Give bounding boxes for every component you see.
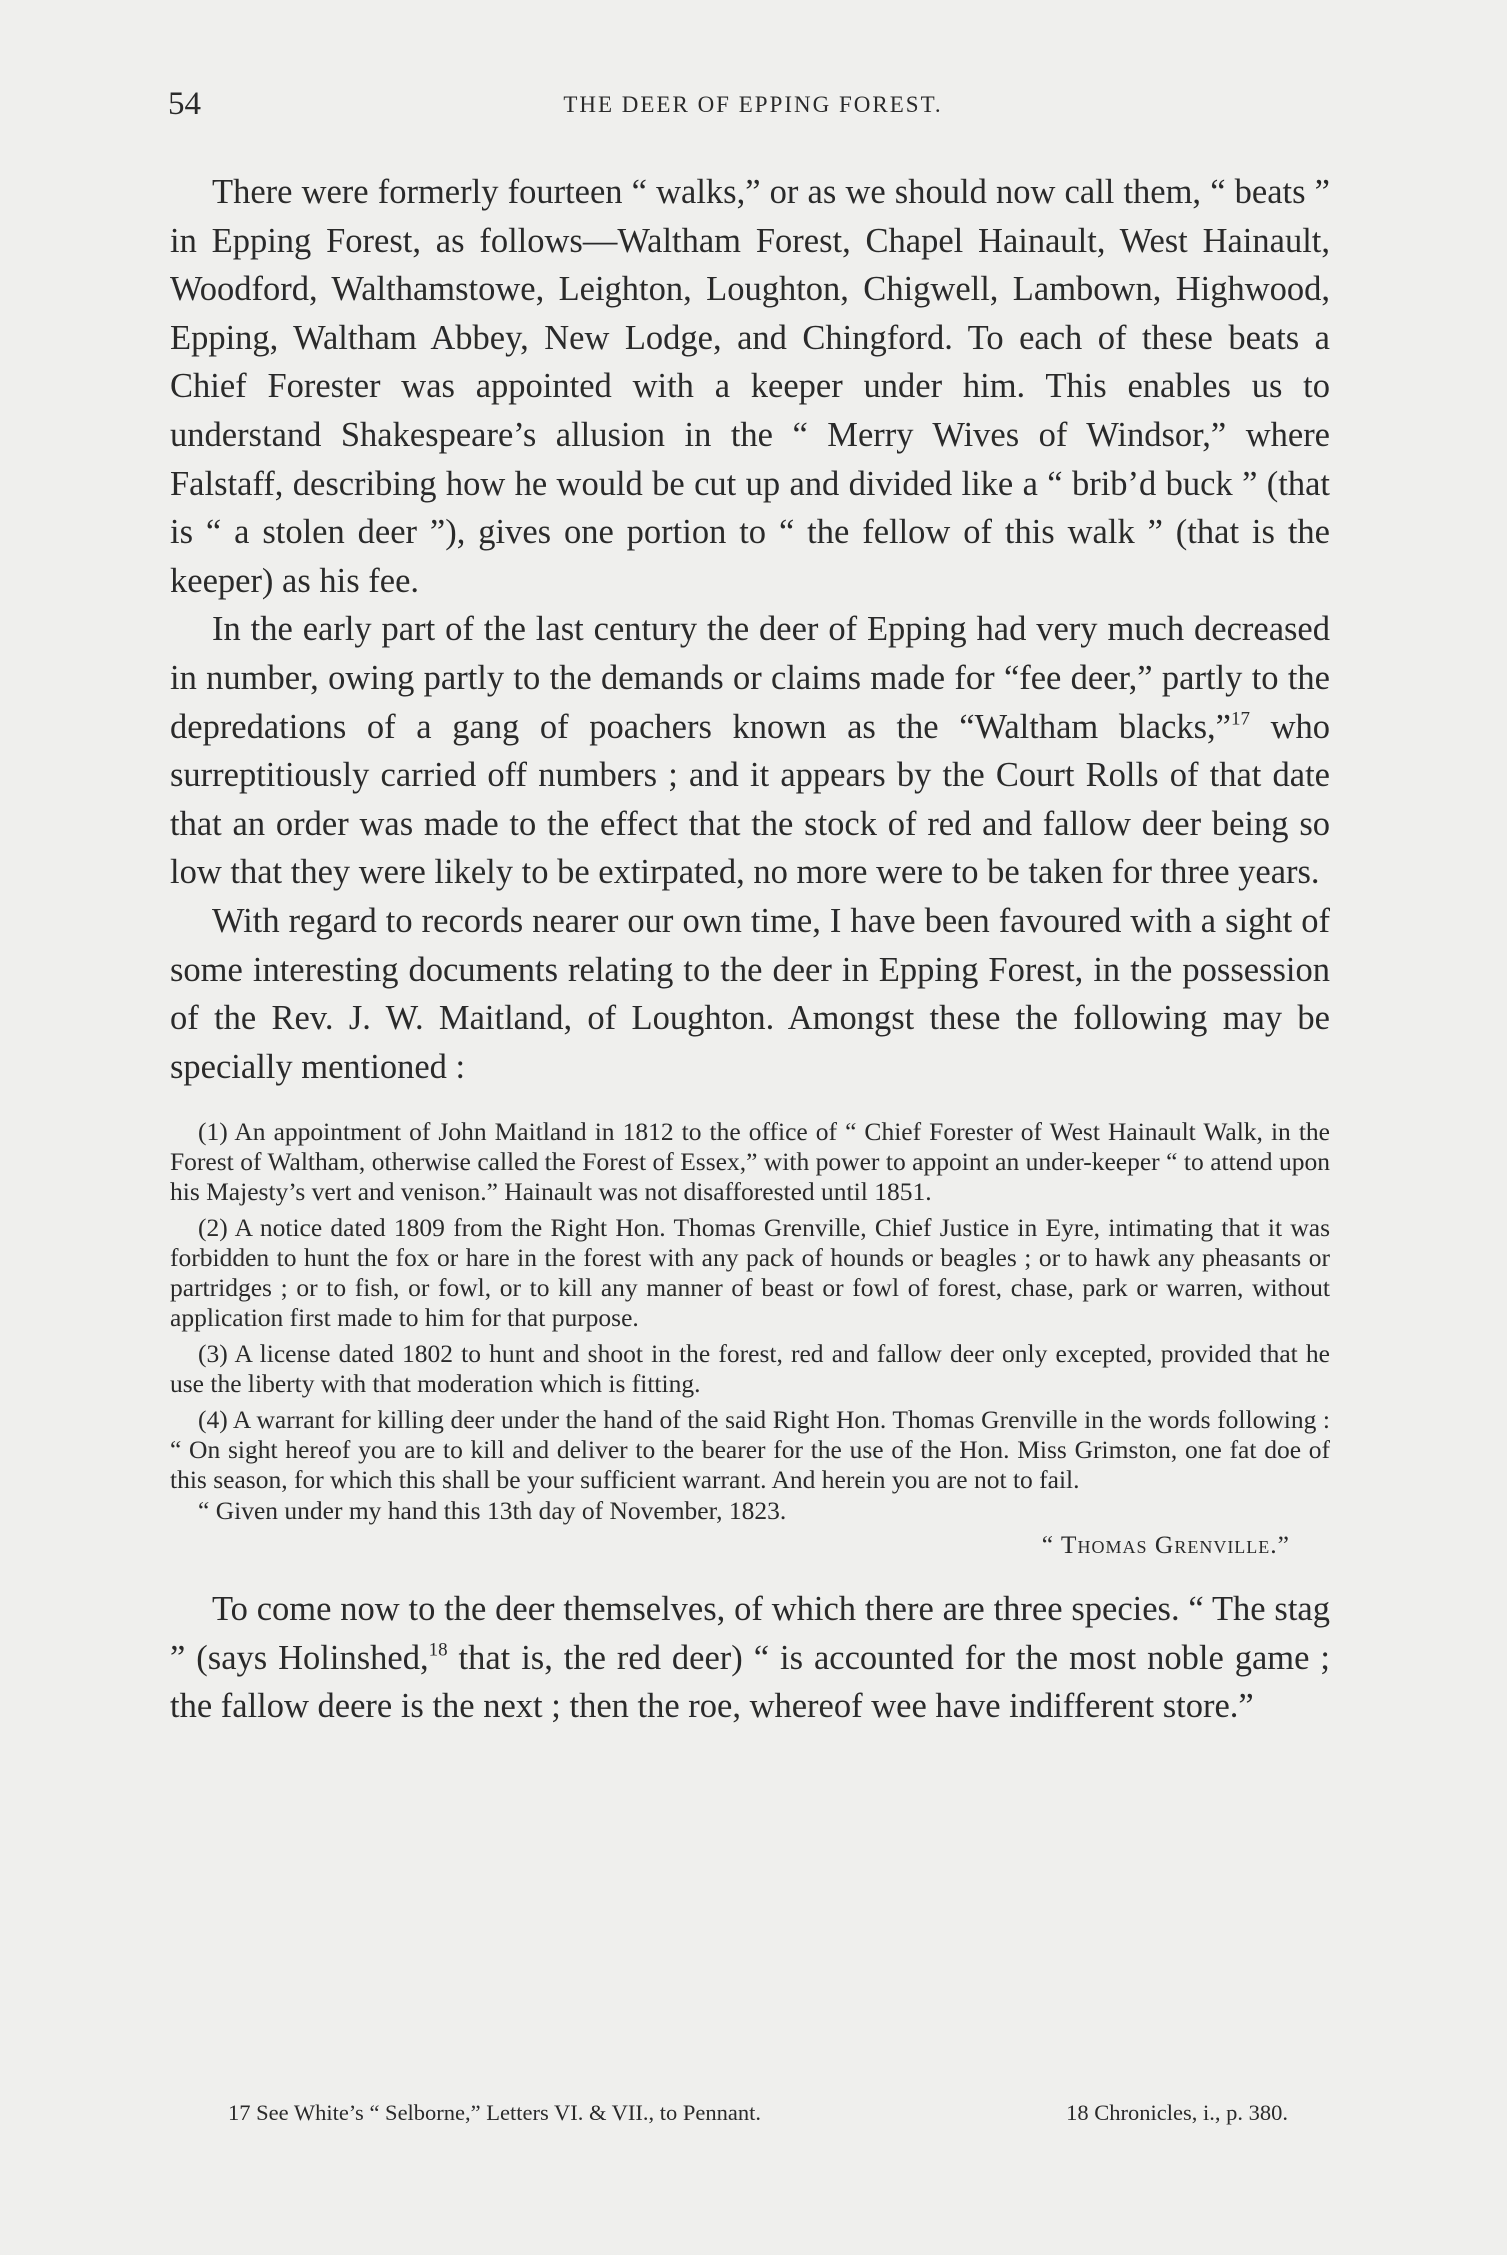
document-item-1: (1) An appointment of John Maitland in 1812 to the office of “ Chief Forester of West Hainault Walk, in the Forest of Waltham, otherwise called the Forest of Essex,” with power to appoint an under-keeper “ to attend upon his Majesty’s vert and venison.” Hainault was not disafforested until 1851. [170, 1117, 1330, 1207]
paragraph-walks: There were formerly fourteen “ walks,” or as we should now call them, “ beats ” in Epping Forest, as follows—Waltham Forest, Chapel Hainault, West Hainault, Woodford, Walthamstowe, Leighton, Loughton, Chigwell, Lambown, Highwood, Epping, Waltham Abbey, New Lodge, and Chingford. To each of these beats a Chief Forester was appointed with a keeper under him. This enables us to understand Shakespeare’s allusion in the “ Merry Wives of Windsor,” where Falstaff, describing how he would be cut up and divided like a “ brib’d buck ” (that is “ a stolen deer ”), gives one portion to “ the fellow of this walk ” (that is the keeper) as his fee. [170, 173, 1330, 600]
paragraph-decrease-text-b: who surreptitiously carried off numbers ; and it appears by the Court Rolls of that date that an order was made to the effect that the stock of red and fallow deer being so low that they were likely to be extirpated, no more were to be taken for three years. [170, 707, 1330, 892]
document-item-3: (3) A license dated 1802 to hunt and shoot in the forest, red and fallow deer only excepted, provided that he use the liberty with that moderation which is fitting. [170, 1339, 1330, 1399]
footnote-ref-18: 18 [428, 1639, 448, 1661]
paragraph-records: With regard to records nearer our own time, I have been favoured with a sight of some interesting documents relating to the deer in Epping Forest, in the possession of the Rev. J. W. Maitland, of Loughton. Amongst these the following may be specially mentioned : [170, 901, 1330, 1086]
page-header [168, 86, 1338, 126]
footnote-18: 18 Chronicles, i., p. 380. [1066, 2100, 1288, 2125]
document-item-4: (4) A warrant for killing deer under the hand of the said Right Hon. Thomas Grenville in the words following : “ On sight hereof you are to kill and deliver to the bearer for the use of the Hon. Miss Grimston, one fat doe of this season, for which this shall be your sufficient warrant. And herein you are not to fail. [170, 1405, 1330, 1495]
paragraph-decrease-text-a: In the early part of the last century the deer of Epping had very much decreased in number, owing partly to the demands or claims made for “fee deer,” partly to the depredations of a gang of poachers known as the “Waltham blacks,” [170, 610, 1330, 746]
warrant-signature: “ Thomas Grenville.” [1041, 1530, 1290, 1560]
body-text [170, 168, 1330, 1731]
footnote-ref-17: 17 [1230, 708, 1250, 730]
paragraph-decrease [170, 605, 1330, 897]
paragraph-species-text-b: that is, the red deer) “ is accounted for the most noble game ; the fallow deere is the next ; then the roe, whereof wee have indifferent store.” [170, 1638, 1330, 1726]
document-list [170, 1117, 1330, 1563]
footnotes [228, 2100, 1288, 2126]
paragraph-species-text-a: To come now to the deer themselves, of which there are three species. “ The stag ” (says Holinshed, [170, 1590, 1330, 1677]
document-item-2: (2) A notice dated 1809 from the Right Hon. Thomas Grenville, Chief Justice in Eyre, intimating that it was forbidden to hunt the fox or hare in the forest with any pack of hounds or beagles ; or to hawk any pheasants or partridges ; or to fish, or fowl, or to kill any manner of beast or fowl of forest, chase, park or warren, without application first made to him for that purpose. [170, 1213, 1330, 1333]
running-head: THE DEER OF EPPING FOREST. [563, 92, 943, 117]
warrant-date-line: “ Given under my hand this 13th day of November, 1823. [198, 1496, 787, 1526]
paragraph-species [170, 1585, 1330, 1731]
page-number: 54 [168, 86, 201, 122]
footnote-17: 17 See White’s “ Selborne,” Letters VI. & VII., to Pennant. [228, 2100, 762, 2125]
